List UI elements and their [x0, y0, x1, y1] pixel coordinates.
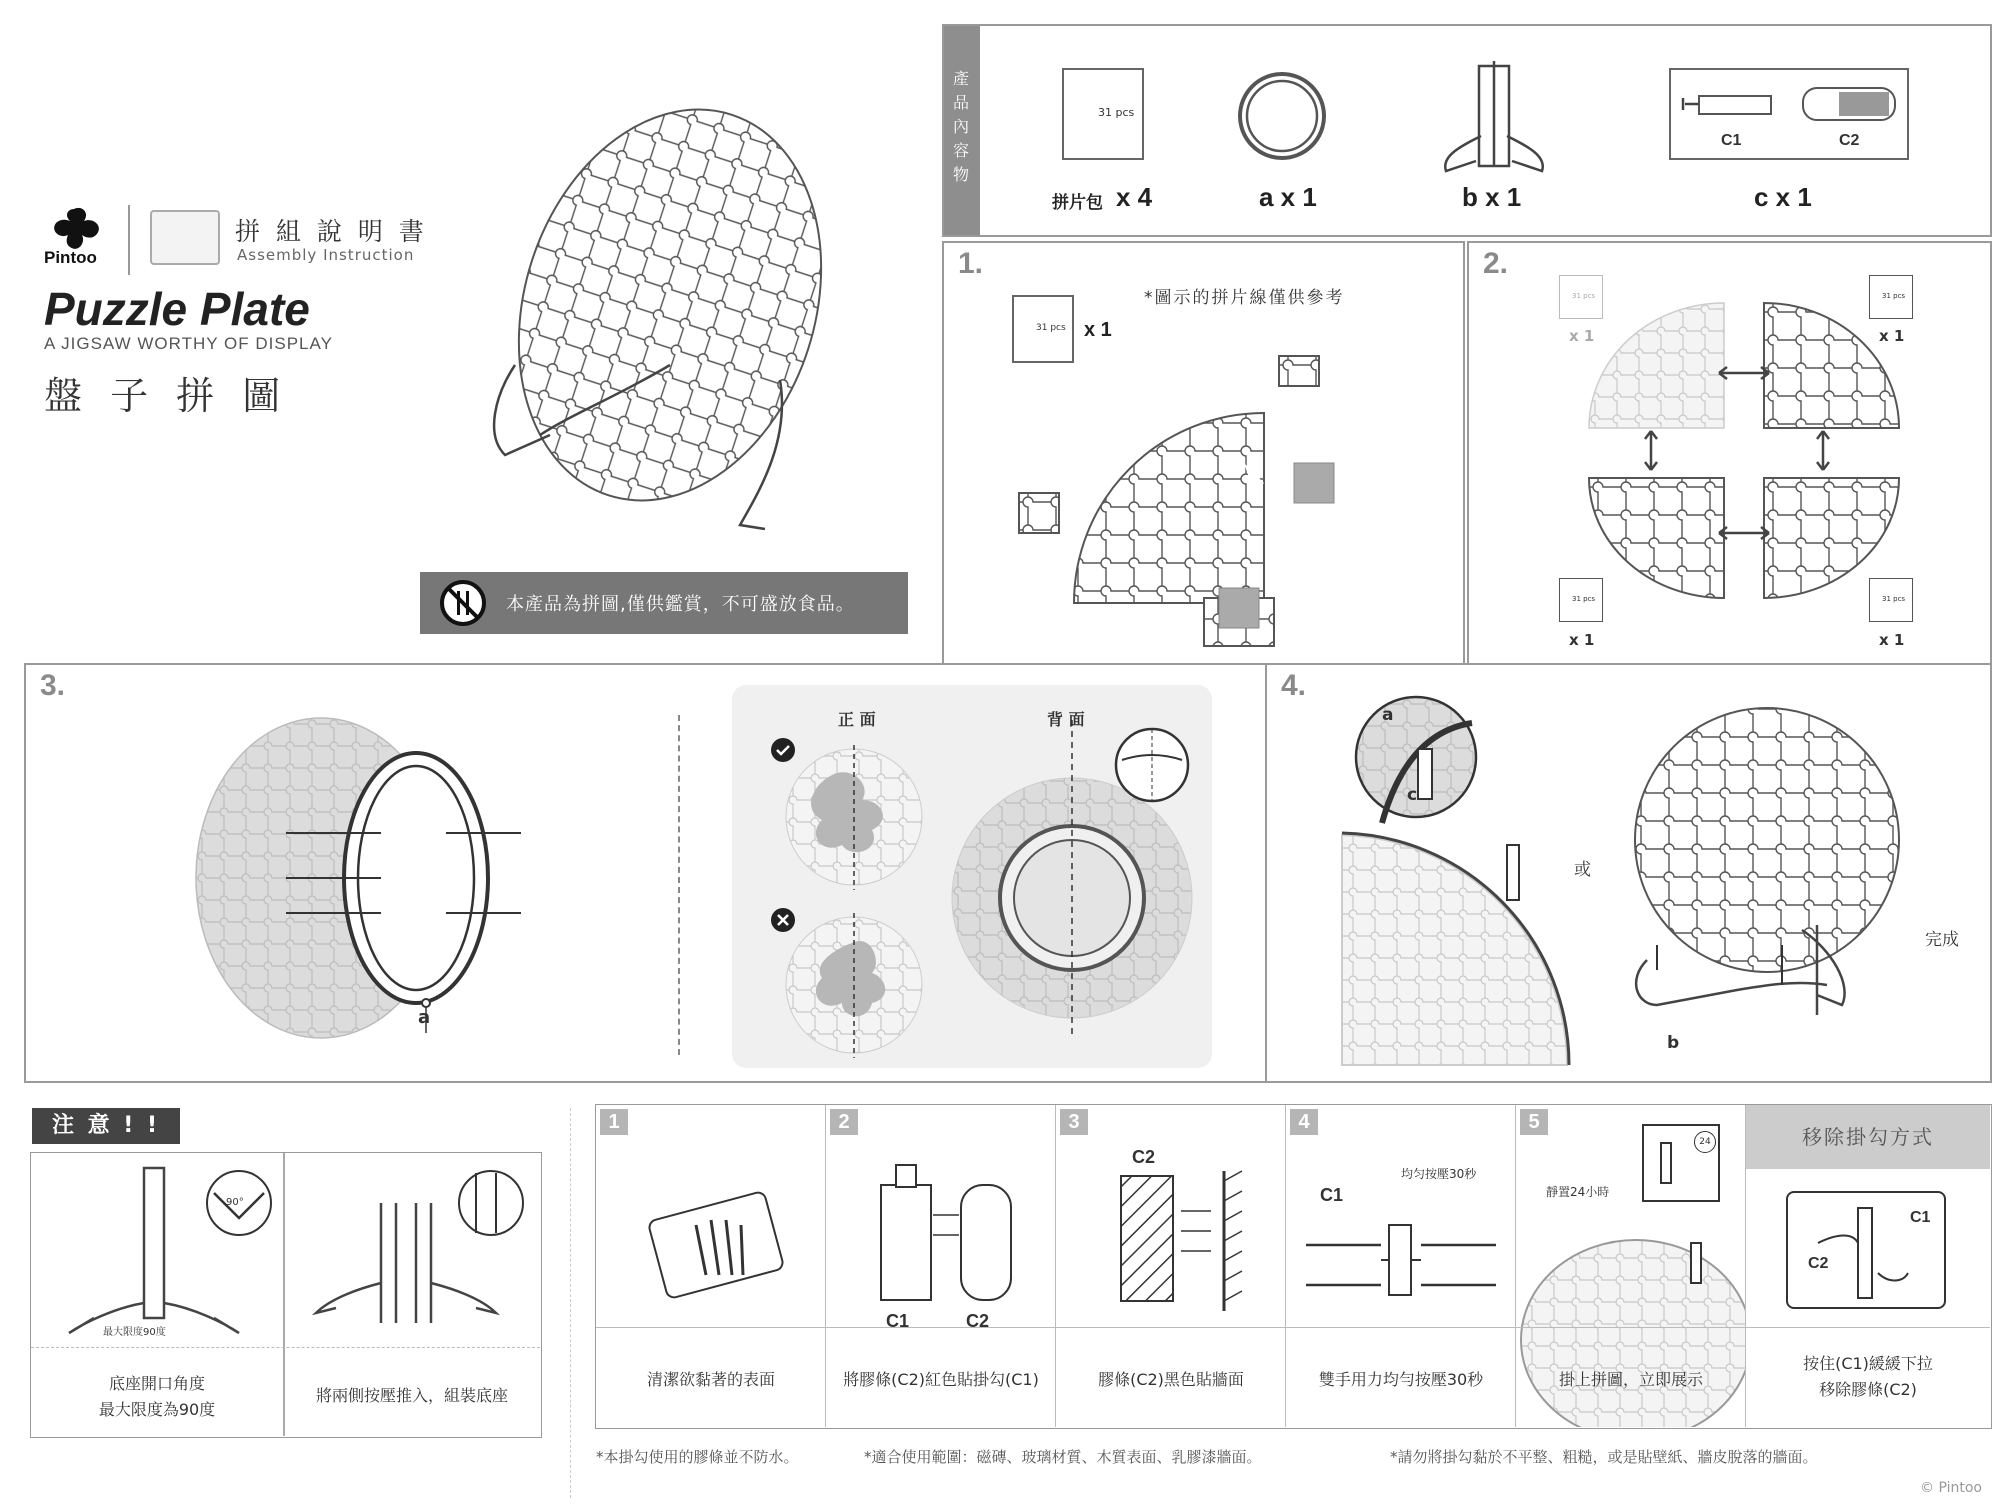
remove-illustration — [1786, 1191, 1946, 1309]
step1-note: *圖示的拼片線僅供參考 — [1144, 288, 1345, 308]
step4-panel — [1265, 663, 1992, 1083]
step2-qty: x 1 — [1879, 327, 1905, 345]
arrow-vertical-icon — [1813, 428, 1833, 473]
stand-assembly-diagram — [301, 1163, 531, 1343]
hook-caption: 將膠條(C2)紅色貼掛勾(C1) — [843, 1370, 1039, 1389]
hook-cell — [1056, 1105, 1286, 1427]
done-label: 完成 — [1925, 930, 1959, 950]
caution-title: 注 意 ! ! — [32, 1108, 180, 1144]
back-label: 背 面 — [1047, 710, 1085, 729]
step3-panel — [24, 663, 1269, 1083]
caution-caption-2: 將兩側按壓推入，組裝底座 — [315, 1386, 508, 1405]
remove-title: 移除掛勾方式 — [1746, 1105, 1990, 1169]
product-title: Puzzle Plate — [44, 283, 310, 335]
caution-caption-1: 底座開口角度 最大限度為90度 — [98, 1374, 216, 1419]
quarter-bottom-left — [1584, 473, 1734, 603]
c2-label: C2 — [1808, 1255, 1829, 1272]
step2-pack-label: 31 pcs — [1572, 595, 1596, 603]
c2-label: C2 — [1132, 1147, 1156, 1167]
step2-pack-image — [1559, 578, 1603, 622]
hook-kit-image — [1669, 68, 1909, 160]
c1-label: C1 — [1320, 1185, 1344, 1205]
pack-prefix: 拼片包 — [1052, 193, 1103, 212]
copyright: © Pintoo — [1920, 1480, 1982, 1496]
clean-surface-icon — [636, 1185, 806, 1305]
front-plate-wrong — [782, 913, 927, 1058]
hook-step-num: 3 — [1060, 1109, 1088, 1135]
contents-header-char: 物 — [953, 165, 970, 184]
step4-number: 4. — [1281, 669, 1307, 702]
step2-pack-label: 31 pcs — [1572, 292, 1596, 300]
arrow-vertical-icon — [1641, 428, 1661, 473]
press-hook-icon — [1301, 1205, 1501, 1315]
loose-piece-icon — [1289, 458, 1339, 508]
warning-text: 本產品為拼圖,僅供鑑賞，不可盛放食品。 — [506, 594, 855, 615]
back-plate-with-ring — [947, 770, 1197, 1020]
step2-pack-image — [1559, 275, 1603, 319]
c1-label: C1 — [1721, 132, 1742, 149]
hook-step-num: 5 — [1520, 1109, 1548, 1135]
hook-steps-panel — [595, 1104, 1992, 1429]
c1-label: C1 — [1910, 1209, 1931, 1226]
c1-label: C1 — [886, 1311, 910, 1331]
step2-panel — [1467, 241, 1992, 665]
step2-pack-label: 31 pcs — [1882, 595, 1906, 603]
step2-number: 2. — [1483, 247, 1509, 280]
remove-hook-icon — [1818, 1203, 1908, 1303]
brand-name: Pintoo — [44, 248, 97, 267]
front-label: 正 面 — [838, 710, 876, 729]
hook-c1-icon — [1679, 84, 1779, 124]
header-divider — [128, 205, 130, 275]
stand-b-image — [1439, 56, 1549, 176]
hook-cell — [596, 1105, 826, 1427]
zoom-detail-icon — [1112, 725, 1192, 805]
manual-title-en: Assembly Instruction — [237, 246, 415, 264]
c2-label: C2 — [966, 1311, 990, 1331]
remove-caption: 按住(C1)緩緩下拉 移除膠條(C2) — [1803, 1354, 1933, 1399]
rest-label: 靜置24小時 — [1546, 1185, 1610, 1199]
hook-step-num: 2 — [830, 1109, 858, 1135]
footnote: *請勿將掛勾黏於不平整、粗糙，或是貼壁紙、牆皮脫落的牆面。 — [1390, 1448, 1818, 1466]
plate-hanging-on-hook — [1342, 815, 1592, 1085]
step2-pack-label: 31 pcs — [1882, 292, 1906, 300]
no-food-warning-banner — [420, 572, 908, 634]
hook-caption: 膠條(C2)黑色貼牆面 — [1098, 1370, 1244, 1389]
manual-icon — [150, 210, 220, 265]
front-back-compare — [732, 685, 1212, 1068]
strip-to-wall-icon — [1116, 1171, 1256, 1311]
loose-piece-icon — [1214, 583, 1264, 633]
step2-pack-image — [1869, 578, 1913, 622]
plate-on-stand — [1627, 695, 1907, 1075]
hook-step-num: 4 — [1290, 1109, 1318, 1135]
step1-panel — [942, 241, 1465, 665]
contents-header-char: 容 — [953, 141, 970, 160]
bottom-vertical-divider — [570, 1108, 571, 1498]
contents-header-char: 內 — [953, 117, 970, 136]
pack-qty: x 4 — [1116, 182, 1153, 212]
manual-title-zh: 拼 組 說 明 書 — [235, 217, 428, 246]
contents-header-char: 產 — [953, 69, 970, 88]
front-plate-correct — [782, 745, 927, 890]
step2-qty: x 1 — [1569, 327, 1595, 345]
stand-angle-diagram — [49, 1163, 279, 1343]
ring-qty: a x 1 — [1259, 182, 1317, 212]
hung-plate-icon — [1521, 1225, 1746, 1335]
hook-cell — [1516, 1105, 1746, 1427]
hook-qty: c x 1 — [1754, 182, 1812, 212]
product-title-zh: 盤 子 拼 圖 — [44, 374, 289, 418]
loose-piece-icon — [1014, 488, 1064, 538]
hook-cell — [826, 1105, 1056, 1427]
press-label: 均匀按壓30秒 — [1401, 1167, 1477, 1181]
hook-caption: 掛上拼圖，立即展示 — [1558, 1370, 1703, 1389]
step2-pack-image — [1869, 275, 1913, 319]
step1-qty: x 1 — [1084, 319, 1112, 341]
step3-divider — [678, 715, 680, 1055]
hook-caption-divider — [596, 1327, 1990, 1328]
no-food-icon — [438, 578, 488, 628]
hook-cell — [1286, 1105, 1516, 1427]
label-c: c — [1407, 785, 1418, 805]
contents-header-char: 品 — [953, 93, 970, 112]
puzzle-pack-image — [1062, 68, 1144, 160]
step1-pack-label: 31 pcs — [1036, 323, 1066, 333]
step1-number: 1. — [958, 247, 984, 280]
hero-puzzle-plate — [480, 80, 860, 540]
contents-header — [944, 26, 980, 235]
attach-strip-icon — [871, 1145, 1021, 1305]
strip-c2-icon — [1799, 82, 1899, 126]
ring-a-label: a — [418, 1007, 431, 1028]
stand-qty: b x 1 — [1462, 182, 1522, 212]
max-angle-label: 最大限度90度 — [103, 1327, 166, 1338]
step3-plate-with-ring — [191, 713, 541, 1053]
or-label: 或 — [1574, 860, 1591, 880]
caution-divider-h — [31, 1347, 540, 1348]
clock-badge: 24 — [1694, 1131, 1716, 1153]
arrow-horizontal-icon — [1714, 363, 1774, 383]
remove-hook-cell — [1746, 1105, 1990, 1427]
quarter-top-left — [1584, 298, 1734, 428]
label-b: b — [1667, 1033, 1680, 1053]
product-tagline: A JIGSAW WORTHY OF DISPLAY — [44, 334, 333, 353]
ring-a-image — [1234, 68, 1330, 164]
step3-number: 3. — [40, 669, 66, 702]
caution-panel — [30, 1152, 542, 1438]
step2-qty: x 1 — [1569, 631, 1595, 649]
step2-qty: x 1 — [1879, 631, 1905, 649]
c2-label: C2 — [1839, 132, 1860, 149]
loose-piece-icon — [1274, 351, 1324, 391]
hook-caption: 清潔欲黏著的表面 — [646, 1370, 775, 1389]
hook-caption: 雙手用力均勻按壓30秒 — [1318, 1370, 1484, 1389]
label-a: a — [1382, 705, 1394, 725]
angle-label: 90° — [226, 1197, 244, 1208]
footnote: *本掛勾使用的膠條並不防水。 — [596, 1448, 799, 1466]
footnote: *適合使用範圍：磁磚、玻璃材質、木質表面、乳膠漆牆面。 — [864, 1448, 1262, 1466]
contents-panel — [942, 24, 1992, 237]
pack-label: 31 pcs — [1098, 106, 1135, 119]
arrow-horizontal-icon — [1714, 523, 1774, 543]
hook-step-num: 1 — [600, 1109, 628, 1135]
